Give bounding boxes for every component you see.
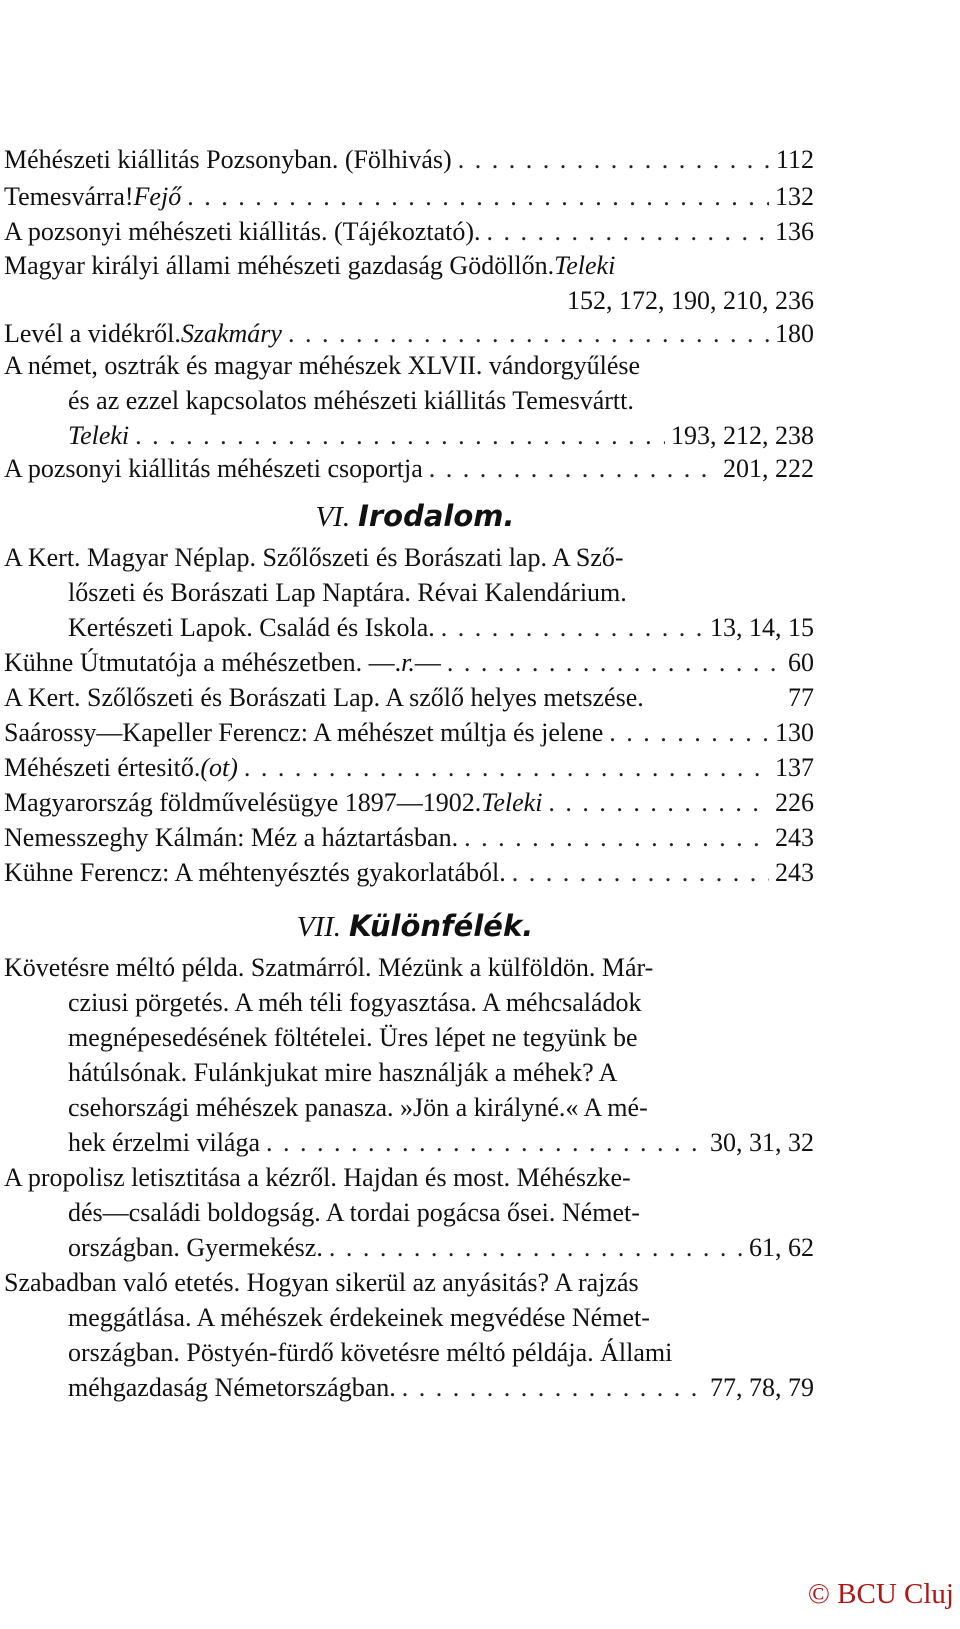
section-title: Irodalom. — [358, 499, 515, 533]
page-numbers: 152, 172, 190, 210, 236 — [567, 286, 814, 315]
entry-title: Méhészeti értesitő. — [4, 753, 201, 782]
entry-title: Szabadban való etetés. Hogyan sikerül az anyásitás? A rajzás — [4, 1268, 639, 1297]
toc-entry — [4, 643, 814, 683]
toc-entry — [4, 783, 814, 823]
page-numbers: 77, 78, 79 — [710, 1373, 814, 1402]
page-numbers: 77 — [788, 683, 814, 712]
page-numbers: 243 — [775, 823, 814, 852]
toc-entry — [4, 678, 814, 718]
entry-title: A pozsonyi méhészeti kiállitás. (Tájékoztató). — [4, 217, 481, 246]
entry-title: — — [414, 648, 441, 677]
toc-entry-continuation — [68, 1053, 814, 1093]
section-heading — [0, 906, 830, 947]
entry-title: A Kert. Szőlőszeti és Borászati Lap. A szőlő helyes metszése. — [4, 683, 644, 712]
section-numeral: VI. — [315, 501, 351, 533]
library-watermark: © BCU Cluj — [807, 1578, 954, 1610]
toc-entry-continuation — [68, 1193, 814, 1233]
entry-title: és az ezzel kapcsolatos méhészeti kiállitás Temesvártt. — [68, 386, 634, 415]
toc-entry — [4, 948, 814, 988]
page-numbers: 136 — [775, 217, 814, 246]
entry-author: Teleki — [481, 788, 543, 817]
entry-title: országban. Pöstyén-fürdő követésre méltó példája. Állami — [68, 1338, 673, 1367]
entry-title: A Kert. Magyar Néplap. Szőlőszeti és Borászati lap. A Sző- — [4, 543, 624, 572]
page-numbers: 112 — [775, 145, 814, 174]
entry-title: A német, osztrák és magyar méhészek XLVII. vándorgyűlése — [4, 351, 641, 380]
entry-title: csehországi méhészek panasza. »Jön a királyné.« A mé- — [68, 1093, 648, 1122]
page-numbers: 243 — [775, 858, 814, 887]
toc-entry-continuation — [68, 1228, 814, 1268]
entry-title: Magyar királyi állami méhészeti gazdaság Gödöllőn. — [4, 251, 555, 280]
page-numbers: 180 — [775, 319, 814, 348]
entry-author: (ot) — [200, 753, 238, 782]
toc-entry — [4, 713, 814, 753]
page-numbers: 30, 31, 32 — [710, 1128, 814, 1157]
toc-entry-continuation — [68, 1298, 814, 1338]
entry-title: Levél a vidékről. — [4, 319, 181, 348]
entry-title: megnépesedésének föltételei. Üres lépet ne tegyünk be — [68, 1023, 638, 1052]
page-numbers: 137 — [775, 753, 814, 782]
toc-entry-continuation — [68, 1018, 814, 1058]
entry-title: Méhészeti kiállitás Pozsonyban. (Fölhivás) — [4, 145, 452, 174]
page-numbers: 132 — [775, 182, 814, 211]
toc-entry-continuation — [68, 608, 814, 648]
entry-title: Temesvárra! — [4, 182, 134, 211]
entry-title: méhgazdaság Németországban. — [68, 1373, 396, 1402]
entry-title: dés—családi boldogság. A tordai pogácsa ősei. Német- — [68, 1198, 640, 1227]
page-numbers: 60 — [788, 648, 814, 677]
entry-author: Fejő — [133, 182, 182, 211]
entry-title: hek érzelmi világa — [68, 1128, 261, 1157]
entry-title: A propolisz letisztitása a kézről. Hajdan és most. Méhészke- — [4, 1163, 631, 1192]
entry-author: Szakmáry — [180, 319, 282, 348]
entry-author: Teleki — [68, 421, 130, 450]
page-numbers: 13, 14, 15 — [710, 613, 814, 642]
toc-entry — [4, 853, 814, 893]
page-numbers: 61, 62 — [749, 1233, 814, 1262]
toc-entry — [4, 177, 814, 217]
section-numeral: VII. — [296, 911, 342, 943]
entry-title: Kühne Ferencz: A méhtenyésztés gyakorlatából. — [4, 858, 506, 887]
toc-entry-continuation — [68, 1333, 814, 1373]
entry-author: Teleki — [554, 251, 616, 280]
toc-entry — [4, 346, 814, 386]
entry-title: Nemesszeghy Kálmán: Méz a háztartásban. — [4, 823, 459, 852]
toc-entry-continuation — [68, 573, 814, 613]
entry-title: Követésre méltó példa. Szatmárról. Mézünk a külföldön. Már- — [4, 953, 654, 982]
page-numbers: 201, 222 — [723, 454, 814, 483]
section-heading — [0, 496, 830, 537]
toc-entry — [4, 449, 814, 489]
entry-title: lőszeti és Borászati Lap Naptára. Révai Kalendárium. — [68, 578, 627, 607]
entry-title: Magyarország földművelésügye 1897—1902. — [4, 788, 482, 817]
page-numbers: 130 — [775, 718, 814, 747]
toc-entry — [4, 1263, 814, 1303]
entry-title: Kühne Útmutatója a méhészetben. —. — [4, 648, 402, 677]
toc-entry-continuation — [68, 381, 814, 421]
page-numbers: 193, 212, 238 — [671, 421, 814, 450]
entry-title: Saárossy—Kapeller Ferencz: A méhészet múltja és jelene — [4, 718, 604, 747]
entry-title: Kertészeti Lapok. Család és Iskola. — [68, 613, 435, 642]
entry-title: hátúlsónak. Fulánkjukat mire használják a méhek? A — [68, 1058, 618, 1087]
toc-entry-continuation — [68, 1368, 814, 1408]
entry-title: cziusi pörgetés. A méh téli fogyasztása. A méhcsaládok — [68, 988, 642, 1017]
toc-entry-continuation — [68, 1123, 814, 1163]
entry-title: A pozsonyi kiállitás méhészeti csoportja — [4, 454, 423, 483]
section-title: Különfélék. — [349, 909, 534, 943]
toc-entry — [4, 538, 814, 578]
toc-entry — [4, 1158, 814, 1198]
page-numbers: 226 — [775, 788, 814, 817]
entry-title: országban. Gyermekész. — [68, 1233, 323, 1262]
entry-author: r. — [401, 648, 415, 677]
toc-entry — [4, 818, 814, 858]
entry-title: meggátlása. A méhészek érdekeinek megvédése Német- — [68, 1303, 650, 1332]
toc-entry — [4, 246, 814, 286]
toc-entry — [4, 748, 814, 788]
toc-entry-continuation — [68, 1088, 814, 1128]
toc-entry — [4, 140, 814, 180]
toc-entry-continuation — [68, 983, 814, 1023]
